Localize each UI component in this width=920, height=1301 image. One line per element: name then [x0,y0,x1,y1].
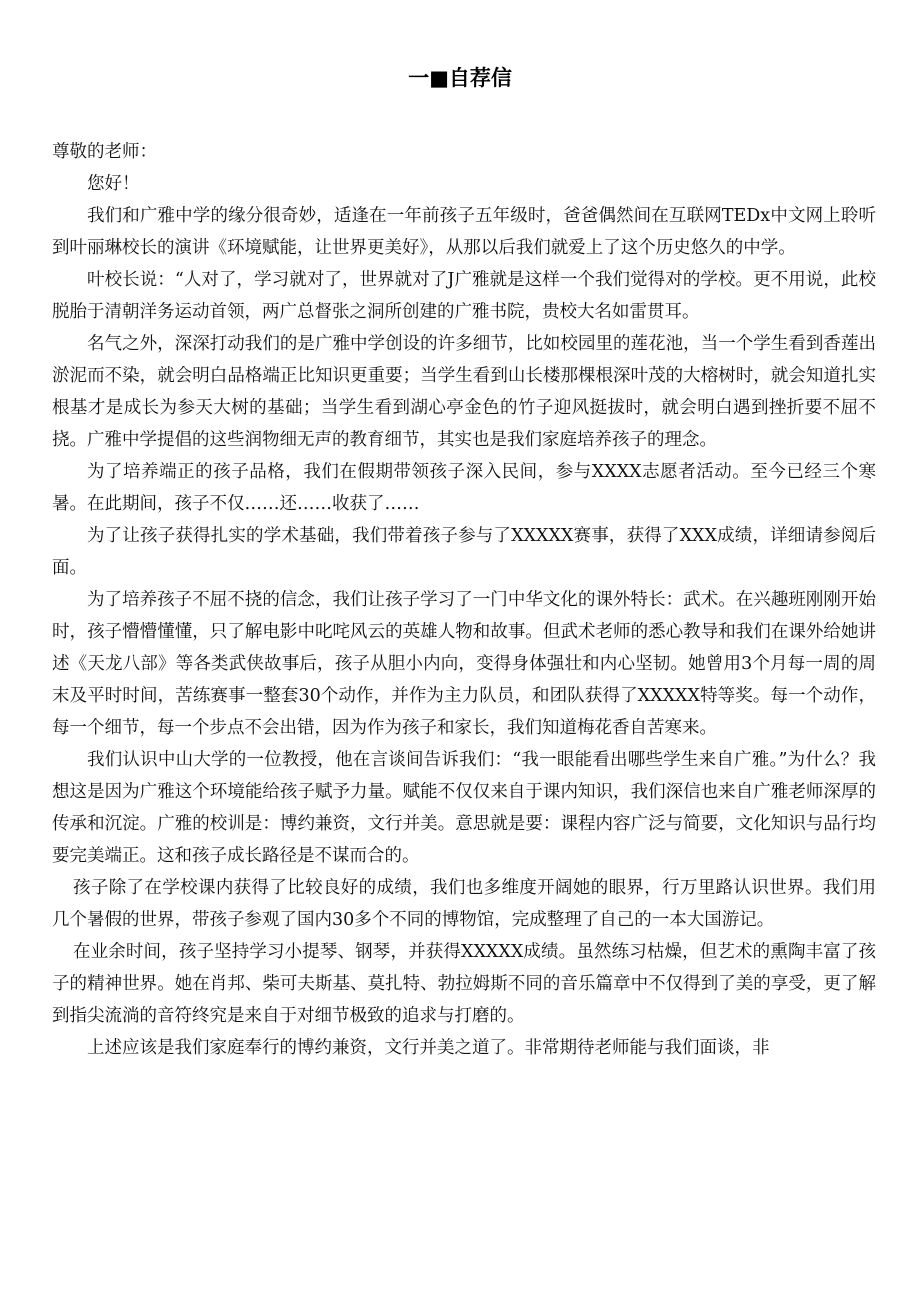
paragraph-5: 为了让孩子获得扎实的学术基础，我们带着孩子参与了XXXXX赛事，获得了XXX成绩，详细请参阅后面。 [52,526,876,578]
paragraph-6: 为了培养孩子不屈不挠的信念，我们让孩子学习了一门中华文化的课外特长：武术。在兴趣班刚刚开始时，孩子懵懵懂懂，只了解电影中叱咤风云的英雄人物和故事。但武术老师的悉心教导和我们在课外给她讲述《天龙八部》等各类武侠故事后，孩子从胆小内向，变得身体强壮和内心坚韧。她曾用3个月每一周的周末及平时时间，苦练赛事一整套30个动作，并作为主力队员，和团队获得了XXXXX特等奖。每一个动作，每一个细节，每一个步点不会出错，因为作为孩子和家长，我们知道梅花香自苦寒来。 [52,590,876,738]
letter-body [52,136,876,1064]
paragraph-4: 为了培养端正的孩子品格，我们在假期带领孩子深入民间，参与XXXX志愿者活动。至今已经三个寒暑。在此期间，孩子不仅……还……收获了…… [52,462,876,514]
page-title: 一■自荐信 [408,66,512,90]
greeting: 您好！ [87,174,140,194]
paragraph-3: 名气之外，深深打动我们的是广雅中学创设的许多细节，比如校园里的莲花池，当一个学生看到香莲出淤泥而不染，就会明白品格端正比知识更重要；当学生看到山长楼那棵根深叶茂的大榕树时，就会知道扎实根基才是成长为参天大树的基础；当学生看到湖心亭金色的竹子迎风挺拔时，就会明白遇到挫折要不屈不挠。广雅中学提倡的这些润物细无声的教育细节，其实也是我们家庭培养孩子的理念。 [52,334,876,450]
paragraph-1: 我们和广雅中学的缘分很奇妙，适逢在一年前孩子五年级时，爸爸偶然间在互联网TEDx中文网上聆听到叶丽琳校长的演讲《环境赋能，让世界更美好》，从那以后我们就爱上了这个历史悠久的中学。 [52,206,876,258]
paragraph-8: 孩子除了在学校课内获得了比较良好的成绩，我们也多维度开阔她的眼界，行万里路认识世界。我们用几个暑假的世界，带孩子参观了国内30多个不同的博物馆，完成整理了自己的一本大国游记。 [52,878,876,930]
paragraph-9: 在业余时间，孩子坚持学习小提琴、钢琴，并获得XXXXX成绩。虽然练习枯燥，但艺术的熏陶丰富了孩子的精神世界。她在肖邦、柴可夫斯基、莫扎特、勃拉姆斯不同的音乐篇章中不仅得到了美的享受，更了解到指尖流淌的音符终究是来自于对细节极致的追求与打磨的。 [52,942,876,1026]
paragraph-10: 上述应该是我们家庭奉行的博约兼资，文行并美之道了。非常期待老师能与我们面谈，非 [87,1038,770,1058]
paragraph-2: 叶校长说：“人对了，学习就对了，世界就对了J广雅就是这样一个我们觉得对的学校。更不用说，此校脱胎于清朝洋务运动首领，两广总督张之洞所创建的广雅书院，贵校大名如雷贯耳。 [52,270,876,322]
paragraph-7: 我们认识中山大学的一位教授，他在言谈间告诉我们：“我一眼能看出哪些学生来自广雅。”为什么？我想这是因为广雅这个环境能给孩子赋予力量。赋能不仅仅来自于课内知识，我们深信也来自广雅老师深厚的传承和沉淀。广雅的校训是：博约兼资，文行并美。意思就是要：课程内容广泛与简要，文化知识与品行均要完美端正。这和孩子成长路径是不谋而合的。 [52,750,876,866]
salutation: 尊敬的老师： [52,142,157,162]
